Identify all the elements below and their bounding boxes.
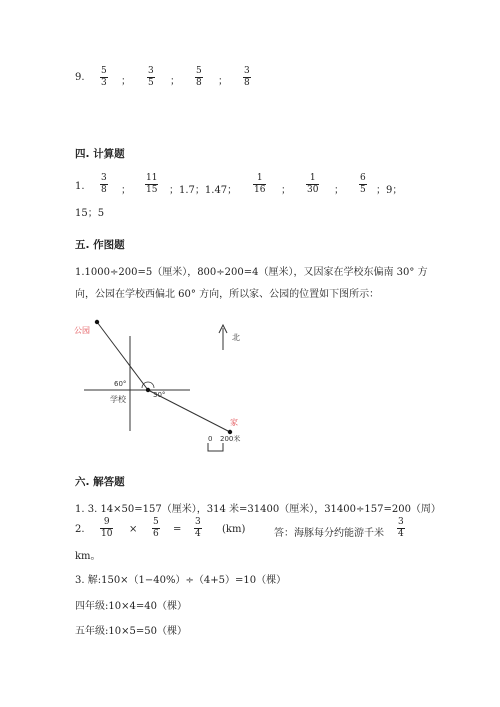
s6-q2-label: 2. bbox=[75, 524, 85, 535]
denominator: 10 bbox=[101, 529, 113, 539]
separator: ； bbox=[218, 76, 228, 87]
denominator: 8 bbox=[196, 78, 202, 88]
numerator: 3 bbox=[148, 66, 154, 76]
park-point bbox=[95, 320, 99, 324]
s6-q2-fraction-2 bbox=[152, 517, 160, 540]
denominator: 3 bbox=[101, 78, 107, 88]
grade-5-line: 五年级:10×5=50（棵） bbox=[75, 626, 187, 637]
denominator: 5 bbox=[360, 185, 366, 195]
denominator: 16 bbox=[254, 185, 266, 195]
school-label: 学校 bbox=[110, 395, 126, 404]
angle-60-label: 60° bbox=[114, 380, 127, 388]
separator: ； bbox=[281, 185, 291, 196]
separator: ； bbox=[121, 185, 131, 196]
denominator: 8 bbox=[244, 78, 250, 88]
denominator: 30 bbox=[307, 185, 319, 195]
separator: ； bbox=[170, 76, 180, 87]
scale-bar bbox=[208, 443, 223, 451]
numerator: 9 bbox=[100, 517, 113, 529]
s4-tail: ；9； bbox=[376, 185, 403, 196]
q2-answer: 答：海豚每分约能游千米 bbox=[274, 528, 384, 539]
s6-q2-fraction-1 bbox=[100, 517, 113, 540]
s4-line-2: 15；5 bbox=[75, 208, 105, 219]
numerator: 1 bbox=[306, 173, 319, 185]
school-point bbox=[146, 388, 150, 392]
angle-30-label: 30° bbox=[153, 391, 166, 399]
home-label: 家 bbox=[230, 418, 238, 427]
numerator: 3 bbox=[101, 173, 107, 183]
s6-q2-fraction-4 bbox=[397, 517, 405, 540]
s5-line-2: 向，公园在学校西偏北 60° 方向，所以家、公园的位置如下图所示： bbox=[75, 289, 380, 300]
section-5-title: 五. 作图题 bbox=[75, 239, 125, 251]
numerator: 3 bbox=[244, 66, 250, 76]
home-point bbox=[228, 430, 232, 434]
times-sign: × bbox=[129, 524, 138, 535]
park-label: 公园 bbox=[74, 326, 90, 335]
s6-q2-fraction-3 bbox=[194, 517, 202, 540]
denominator: 4 bbox=[398, 529, 404, 539]
equals-sign: = bbox=[173, 524, 182, 535]
denominator: 6 bbox=[153, 529, 159, 539]
section-6-title: 六. 解答题 bbox=[75, 476, 125, 488]
s4-middle-values: ；1.7；1.47； bbox=[169, 185, 238, 196]
s4-label: 1. bbox=[75, 181, 85, 192]
section-4-title: 四. 计算题 bbox=[75, 148, 125, 160]
numerator: 5 bbox=[101, 66, 107, 76]
scale-zero-label: 0 bbox=[208, 435, 213, 443]
numerator: 3 bbox=[195, 517, 201, 527]
numerator: 3 bbox=[398, 517, 404, 527]
separator: ； bbox=[334, 185, 344, 196]
q9-label: 9. bbox=[75, 72, 85, 83]
s6-q1: 1. 3. 14×50=157（厘米），314 米=31400（厘米），31400÷157=200（周） bbox=[75, 504, 441, 515]
s5-line-1: 1.1000÷200=5（厘米），800÷200=4（厘米），又因家在学校东偏南 30° 方 bbox=[75, 267, 428, 278]
denominator: 15 bbox=[146, 185, 158, 195]
numerator: 5 bbox=[153, 517, 159, 527]
scale-unit-label: 200米 bbox=[220, 435, 241, 443]
denominator: 5 bbox=[148, 78, 154, 88]
denominator: 8 bbox=[101, 185, 107, 195]
s6-q3: 3. 解:150×（1−40%）÷（4+5）=10（棵） bbox=[75, 575, 287, 586]
separator: ； bbox=[121, 76, 131, 87]
numerator: 11 bbox=[146, 173, 158, 183]
north-label: 北 bbox=[232, 333, 240, 342]
numerator: 5 bbox=[196, 66, 202, 76]
grade-4-line: 四年级:10×4=40（棵） bbox=[75, 601, 187, 612]
unit-km: (km) bbox=[222, 524, 246, 535]
numerator: 6 bbox=[360, 173, 366, 183]
denominator: 4 bbox=[195, 529, 201, 539]
s6-q2-line-2: km。 bbox=[75, 551, 101, 562]
numerator: 1 bbox=[253, 173, 266, 185]
